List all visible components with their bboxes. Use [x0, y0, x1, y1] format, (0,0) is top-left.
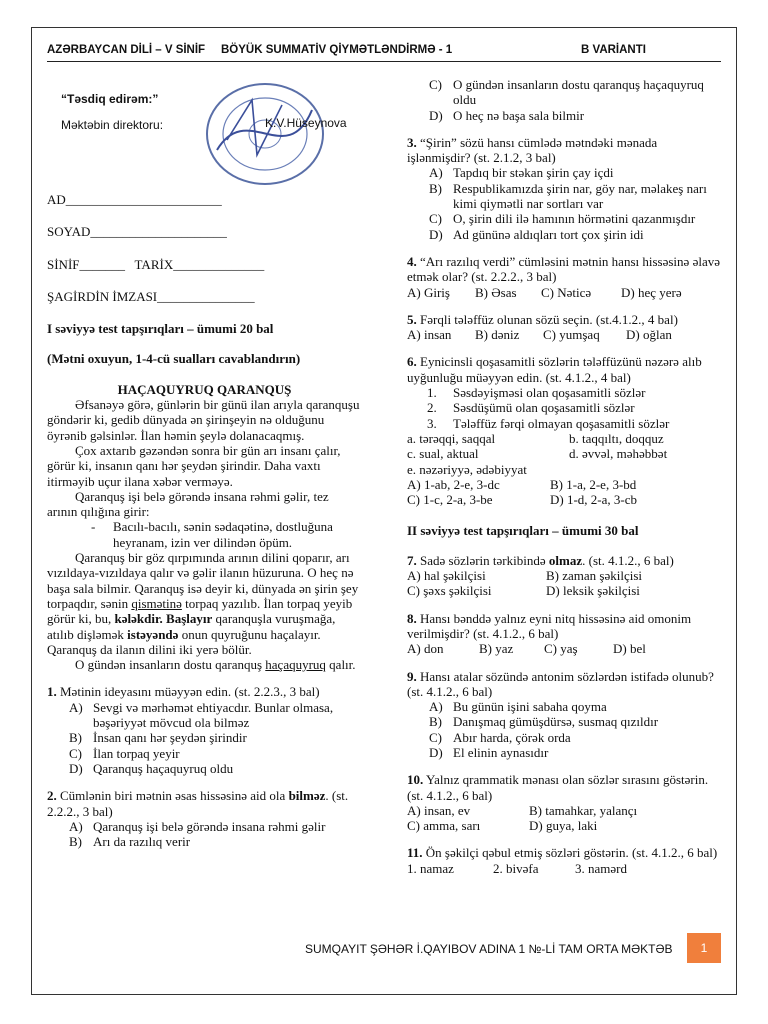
question-text: “Şirin” sözü hansı cümlədə mətndəki mənada işlənmişdir? (st. 2.1.2, 3 bal): [407, 134, 658, 166]
answer-option[interactable]: B) Danışmaq gümüşdürsə, susmaq qızıldır: [429, 714, 659, 730]
answer-option[interactable]: C) O gündən insanların dostu qaranquş haçaquyruq oldu: [429, 77, 704, 108]
answer-option[interactable]: B) Respublikamızda şirin nar, göy nar, məlakeş narı kimi qiymətli nar sortları var: [429, 180, 707, 212]
name-field[interactable]: AD________________________: [47, 192, 222, 207]
answer-row: [407, 803, 721, 818]
question-text: Eynicinsli qoşasamitli sözlərin tələffüzünü nəzərə alıb uyğunluğu müəyyən edin. (st. 4.1.2., 4 bal): [407, 354, 702, 385]
answer-option[interactable]: B) 1-a, 2-e, 3-bd: [550, 476, 637, 492]
director-name: K.V.Hüseynova: [265, 116, 347, 130]
answer-row: [407, 285, 721, 300]
answer-option[interactable]: D) heç yerə: [621, 284, 682, 300]
question-number: 6.: [407, 354, 417, 370]
right-column: [407, 77, 721, 876]
text-paragraph: Qaranquş işi belə görəndə insana rəhmi gəlir, tez arının qılığına girir:: [47, 488, 329, 520]
answer-option[interactable]: C) 1-c, 2-a, 3-be: [407, 492, 493, 508]
question-number: 4.: [407, 253, 417, 269]
match-item: 3. Tələffüz fərqi olmayan qoşasamitli sözlər: [427, 415, 670, 431]
answer-option[interactable]: D) Ad gününə aldıqları tort çox şirin idi: [429, 226, 644, 242]
answer-option[interactable]: A) don: [407, 641, 444, 657]
answer-row: [407, 492, 721, 507]
question-6: [407, 354, 721, 507]
answer-row: [407, 568, 721, 583]
word-pair-row: [407, 446, 721, 461]
answer-option[interactable]: B) dəniz: [475, 327, 520, 343]
answer-row: [407, 641, 721, 656]
answer-option[interactable]: D) bel: [613, 641, 646, 657]
answer-option[interactable]: A) Qaranquş işi belə görəndə insana rəhmi gəlir: [69, 818, 326, 834]
underlined-word: qismətinə: [131, 595, 182, 611]
question-number: 2.: [47, 788, 57, 804]
question-9: [407, 669, 721, 761]
header-variant: B VARİANTI: [581, 44, 646, 56]
answer-option[interactable]: B) tamahkar, yalançı: [529, 802, 638, 818]
answer-option[interactable]: B) Əsas: [475, 284, 517, 300]
dash-marker: -: [91, 519, 96, 535]
word-pair: c. sual, aktual: [407, 446, 479, 462]
answer-option[interactable]: 1. namaz: [407, 860, 454, 876]
question-number: 8.: [407, 610, 417, 626]
answer-row: [407, 583, 721, 598]
text-paragraph: Çox axtarıb gəzəndən sonra bir gün arı insanı çalır, görür ki, insanın qanı hər şeydən şirindir. Daha vaxtı itirməyib uçur ilana xəbər verməyə.: [47, 442, 341, 489]
answer-option[interactable]: D) O heç nə başa sala bilmir: [429, 107, 585, 123]
answer-option[interactable]: A) insan: [407, 327, 452, 343]
answer-option[interactable]: D) guya, laki: [529, 818, 598, 834]
question-7: 7. Sadə sözlərin tərkibində olmaz. (st. 4.1.2., 6 bal) A) hal şəkilçisi B) zaman şəkilçisi C) şəxs şəkilçisi D) leksik şəkilçisi: [407, 553, 721, 599]
question-number: 9.: [407, 668, 417, 684]
question-text: Yalnız qrammatik mənası olan sözlər sırasını göstərin. (st. 4.1.2., 6 bal): [407, 772, 709, 803]
answer-row: [407, 327, 721, 342]
answer-option[interactable]: 3. namərd: [575, 860, 627, 876]
text-dialogue: [47, 519, 362, 550]
question-text: Hansı bənddə yalnız eyni nitq hissəsinə aid omonim verilmişdir? (st. 4.1.2., 6 bal): [407, 610, 692, 641]
answer-option[interactable]: B) zaman şəkilçisi: [546, 568, 643, 584]
answer-row: [407, 818, 721, 833]
answer-option[interactable]: D) Qaranquş haçaquyruq oldu: [69, 760, 234, 776]
left-column: [47, 80, 362, 849]
bold-word: istəyəndə: [127, 626, 179, 642]
answer-row: [407, 477, 721, 492]
word-pair: b. taqqıltı, doqquz: [569, 430, 664, 446]
word-pair: e. nəzəriyyə, ədəbiyyat: [407, 461, 527, 477]
answer-option[interactable]: A) hal şəkilçisi: [407, 568, 486, 584]
question-5: [407, 312, 721, 343]
section1-instruction: (Mətni oxuyun, 1-4-cü sualları cavablandırın): [47, 351, 301, 367]
question-number: 10.: [407, 772, 424, 788]
question-text: Hansı atalar sözündə antonim sözlərdən istifadə olunub? (st. 4.1.2., 6 bal): [407, 668, 714, 699]
word-pair: a. tərəqqi, saqqal: [407, 430, 496, 446]
answer-option[interactable]: 2. bivəfa: [493, 860, 539, 876]
question-text: Ön şəkilçi qəbul etmiş sözləri göstərin. (st. 4.1.2., 6 bal): [422, 845, 718, 861]
class-field[interactable]: SİNİF_______: [47, 256, 126, 272]
text-paragraph: Əfsanəyə görə, günlərin bir günü ilan arıyla qaranquşu göndərir ki, gedib dünyada ən şirinşeyin nə olduğunu öyrənib gəlsinlər. İlan həmin şeylə dolanacaqmış.: [47, 397, 360, 443]
header-divider: [47, 61, 721, 62]
answer-option[interactable]: A) Bu günün işini sabaha qoyma: [429, 699, 607, 715]
answer-option[interactable]: C) yumşaq: [543, 327, 600, 343]
answer-option[interactable]: A) Tapdıq bir stəkan şirin çay içdi: [429, 165, 614, 181]
match-item: 1. Səsdəyişməsi olan qoşasamitli sözlər: [427, 385, 646, 401]
page-number-badge: 1: [687, 933, 721, 963]
bold-word: bilməz: [288, 788, 326, 804]
section1-title: I səviyyə test tapşırıqları – ümumi 20 bal: [47, 321, 274, 337]
class-date-field: [47, 257, 362, 272]
answer-option[interactable]: D) 1-d, 2-a, 3-cb: [550, 492, 637, 508]
text-paragraph: O gündən insanların dostu qaranquş haçaquyruq qalır.: [75, 657, 356, 673]
question-text: “Arı razılıq verdi” cümləsini mətnin hansı hissəsinə əlavə etmək olar? (st. 2.2.2., 3 bal): [407, 253, 720, 285]
answer-option[interactable]: C) O, şirin dili ilə hamının hörmətini qazanmışdır: [429, 211, 696, 227]
question-1: [47, 684, 362, 776]
approval-stamp: [47, 80, 362, 192]
text-paragraph: Qaranquş bir göz qırpımında arının dilini qoparır, arı vızıldaya-vızıldaya qalır və gəlir ilanın hüzuruna. O heç nə başa sala bilmir. Qaranquş isə deyir ki, dünyada ən şirin şey torpaqdır, sənin qismətinə torpaq yazılıb. İlan torpaq yeyib görür ki, bu, kələkdir. Başlayır qaranquşla vuruşmağa, atılıb dişləmək istəyəndə onun quyruğunu haçalayır. Qaranquş da ilanın dilini iki yerə bölür.: [47, 550, 359, 657]
question-8: [407, 611, 721, 657]
question-2: 2. Cümlənin biri mətnin əsas hissəsinə aid ola bilməz. (st. 2.2.2., 3 bal) A) Qaranquş işi belə görəndə insana rəhmi gəlir B) Arı da razılıq verir: [47, 788, 362, 849]
question-number: 5.: [407, 311, 417, 327]
surname-field[interactable]: SOYAD_____________________: [47, 224, 227, 240]
question-number: 1.: [47, 684, 57, 700]
answer-option[interactable]: C) yaş: [544, 641, 578, 657]
match-item: 2. Səsdüşümü olan qoşasamitli sözlər: [427, 400, 635, 416]
signature-field[interactable]: ŞAGİRDİN İMZASI_______________: [47, 288, 255, 304]
header-subject: AZƏRBAYCAN DİLİ – V SİNİF: [47, 44, 206, 56]
question-number: 3.: [407, 134, 417, 150]
answer-option[interactable]: C) İlan torpaq yeyir: [69, 745, 180, 761]
section2-title: II səviyyə test tapşırıqları – ümumi 30 bal: [407, 523, 639, 539]
answer-option[interactable]: C) amma, sarı: [407, 818, 481, 834]
header-exam: BÖYÜK SUMMATİV QİYMƏTLƏNDİRMƏ - 1: [221, 44, 453, 56]
answer-option[interactable]: B) yaz: [479, 641, 514, 657]
approve-label: “Təsdiq edirəm:”: [61, 92, 159, 106]
dialogue-text: Bacılı-bacılı, sənin sədaqətinə, dostluğuna heyranam, izin ver dilindən öpüm.: [113, 519, 333, 550]
answer-row: [407, 861, 721, 876]
answer-option[interactable]: B) Arı da razılıq verir: [69, 834, 191, 850]
school-seal-icon: [197, 80, 327, 188]
date-field[interactable]: TARİX______________: [134, 256, 265, 272]
question-text: Fərqli tələffüz olunan sözü seçin. (st.4.1.2., 4 bal): [416, 311, 678, 327]
answer-option[interactable]: A) 1-ab, 2-e, 3-dc: [407, 476, 500, 492]
question-text: Mətinin ideyasını müəyyən edin. (st. 2.2.3., 3 bal): [56, 684, 320, 700]
question-3: [407, 135, 721, 242]
answer-option[interactable]: A) Sevgi və mərhəmət ehtiyacdır. Bunlar olmasa, bəşəriyyət mövcud ola bilməz: [69, 699, 334, 731]
underlined-word: haçaquyruq: [265, 657, 326, 673]
director-label: Məktəbin direktoru:: [61, 118, 164, 132]
answer-option[interactable]: D) leksik şəkilçisi: [546, 583, 640, 599]
answer-option[interactable]: C) Abır harda, çörək orda: [429, 729, 571, 745]
bold-phrase: kələkdir. Başlayır: [114, 611, 213, 627]
answer-option[interactable]: A) insan, ev: [407, 802, 471, 818]
question-number: 7.: [407, 552, 417, 568]
answer-option[interactable]: C) Nəticə: [541, 284, 592, 300]
question-10: [407, 772, 721, 833]
footer-school: SUMQAYIT ŞƏHƏR İ.QAYIBOV ADINA 1 №-Lİ TAM ORTA MƏKTƏB: [305, 942, 673, 956]
answer-option[interactable]: B) İnsan qanı hər şeydən şirindir: [69, 730, 247, 746]
answer-option[interactable]: A) Giriş: [407, 284, 450, 300]
bold-word: olmaz: [548, 552, 583, 568]
question-4: [407, 254, 721, 300]
answer-option[interactable]: D) El elinin aynasıdır: [429, 744, 549, 760]
text-title: HAÇAQUYRUQ QARANQUŞ: [117, 381, 292, 397]
question-11: [407, 845, 721, 876]
question-number: 11.: [407, 845, 423, 861]
word-pair: d. əvvəl, məhəbbət: [569, 446, 668, 462]
word-pair-row: [407, 431, 721, 446]
answer-option[interactable]: C) şəxs şəkilçisi: [407, 583, 492, 599]
answer-option[interactable]: D) oğlan: [626, 327, 672, 343]
